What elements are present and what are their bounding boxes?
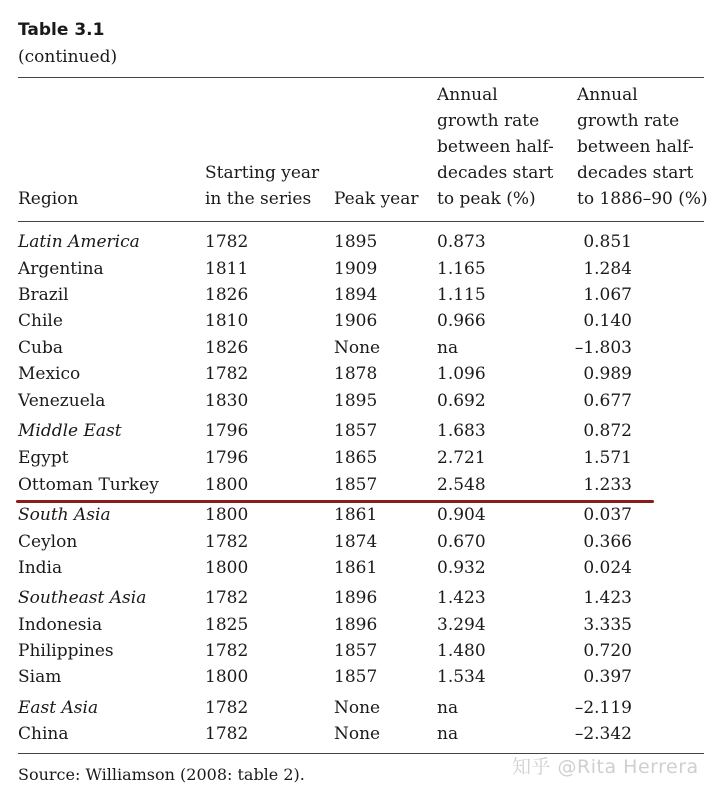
cell-starting-year: 1796 xyxy=(205,448,249,468)
header-starting-year xyxy=(205,160,319,212)
cell-growth-to-1886: 0.720 xyxy=(583,641,632,661)
cell-peak-year: 1857 xyxy=(334,475,378,495)
cell-region: Middle East xyxy=(18,421,122,441)
cell-growth-to-peak: 0.932 xyxy=(437,558,486,578)
header-line: Region xyxy=(18,189,79,209)
cell-peak-year: 1861 xyxy=(334,505,378,525)
header-peak-year xyxy=(334,186,419,212)
cell-growth-to-peak: 0.670 xyxy=(437,532,486,552)
cell-peak-year: 1906 xyxy=(334,311,378,331)
cell-growth-to-peak: 2.721 xyxy=(437,448,486,468)
cell-starting-year: 1825 xyxy=(205,615,249,635)
cell-region: Latin America xyxy=(18,232,140,252)
cell-starting-year: 1782 xyxy=(205,532,249,552)
cell-peak-year: None xyxy=(334,724,381,744)
cell-growth-to-peak: 1.165 xyxy=(437,259,486,279)
cell-starting-year: 1810 xyxy=(205,311,249,331)
cell-growth-to-1886: 1.423 xyxy=(583,588,632,608)
cell-starting-year: 1782 xyxy=(205,641,249,661)
header-line: between half- xyxy=(577,137,694,157)
cell-peak-year: 1878 xyxy=(334,364,378,384)
cell-growth-to-1886: 1.571 xyxy=(583,448,632,468)
cell-growth-to-peak: 0.904 xyxy=(437,505,486,525)
cell-region: Siam xyxy=(18,667,62,687)
cell-peak-year: 1909 xyxy=(334,259,378,279)
cell-growth-to-peak: na xyxy=(437,724,459,744)
cell-starting-year: 1782 xyxy=(205,724,249,744)
cell-starting-year: 1826 xyxy=(205,285,249,305)
source-note: Source: Williamson (2008: table 2). xyxy=(18,765,305,784)
header-line: decades start xyxy=(437,163,554,183)
cell-growth-to-1886: 1.233 xyxy=(583,475,632,495)
cell-region: Brazil xyxy=(18,285,69,305)
cell-growth-to-1886: 0.677 xyxy=(583,391,632,411)
cell-growth-to-1886: 0.140 xyxy=(583,311,632,331)
cell-growth-to-peak: na xyxy=(437,338,459,358)
header-growth-to-peak xyxy=(437,82,554,212)
cell-growth-to-peak: 1.115 xyxy=(437,285,486,305)
cell-peak-year: 1857 xyxy=(334,667,378,687)
header-line: Peak year xyxy=(334,189,419,209)
cell-growth-to-1886: 0.989 xyxy=(583,364,632,384)
header-line: in the series xyxy=(205,189,312,209)
cell-peak-year: 1865 xyxy=(334,448,378,468)
cell-growth-to-peak: 1.096 xyxy=(437,364,486,384)
cell-growth-to-1886: 3.335 xyxy=(583,615,632,635)
cell-growth-to-peak: 1.534 xyxy=(437,667,486,687)
cell-region: Ceylon xyxy=(18,532,78,552)
cell-starting-year: 1811 xyxy=(205,259,249,279)
cell-growth-to-1886: 0.397 xyxy=(583,667,632,687)
header-line: decades start xyxy=(577,163,694,183)
header-rule xyxy=(18,221,704,222)
cell-growth-to-1886: –2.342 xyxy=(574,724,632,744)
cell-growth-to-1886: 0.872 xyxy=(583,421,632,441)
cell-growth-to-1886: 0.851 xyxy=(583,232,632,252)
header-line: growth rate xyxy=(437,111,540,131)
cell-region: Indonesia xyxy=(18,615,103,635)
cell-growth-to-peak: 2.548 xyxy=(437,475,486,495)
annotation-underline xyxy=(16,500,654,503)
cell-region: China xyxy=(18,724,69,744)
header-growth-to-1886 xyxy=(577,82,708,212)
cell-region: Cuba xyxy=(18,338,63,358)
cell-growth-to-peak: na xyxy=(437,698,459,718)
cell-starting-year: 1782 xyxy=(205,232,249,252)
cell-growth-to-1886: 0.024 xyxy=(583,558,632,578)
watermark: 知乎 @Rita Herrera xyxy=(512,756,699,778)
cell-region: Ottoman Turkey xyxy=(18,475,159,495)
cell-growth-to-peak: 1.683 xyxy=(437,421,486,441)
cell-region: Philippines xyxy=(18,641,114,661)
cell-growth-to-1886: 1.067 xyxy=(583,285,632,305)
cell-growth-to-peak: 1.423 xyxy=(437,588,486,608)
cell-starting-year: 1782 xyxy=(205,364,249,384)
top-rule xyxy=(18,77,704,78)
cell-starting-year: 1796 xyxy=(205,421,249,441)
table-subtitle: (continued) xyxy=(18,47,118,67)
cell-starting-year: 1782 xyxy=(205,698,249,718)
cell-peak-year: 1896 xyxy=(334,588,378,608)
cell-region: India xyxy=(18,558,63,578)
table-title: Table 3.1 xyxy=(18,20,105,40)
cell-region: Chile xyxy=(18,311,63,331)
header-line: to 1886–90 (%) xyxy=(577,189,708,209)
header-line: Annual xyxy=(437,85,498,105)
cell-region: Venezuela xyxy=(18,391,106,411)
cell-region: Southeast Asia xyxy=(18,588,147,608)
cell-region: Egypt xyxy=(18,448,69,468)
cell-region: Mexico xyxy=(18,364,81,384)
cell-starting-year: 1800 xyxy=(205,558,249,578)
header-line: to peak (%) xyxy=(437,189,536,209)
cell-starting-year: 1830 xyxy=(205,391,249,411)
cell-starting-year: 1800 xyxy=(205,667,249,687)
cell-growth-to-peak: 1.480 xyxy=(437,641,486,661)
cell-peak-year: None xyxy=(334,698,381,718)
header-region xyxy=(18,186,78,212)
header-line: growth rate xyxy=(577,111,680,131)
header-line: between half- xyxy=(437,137,554,157)
cell-starting-year: 1800 xyxy=(205,475,249,495)
cell-starting-year: 1800 xyxy=(205,505,249,525)
cell-growth-to-peak: 0.873 xyxy=(437,232,486,252)
cell-peak-year: 1896 xyxy=(334,615,378,635)
cell-region: East Asia xyxy=(18,698,99,718)
cell-peak-year: 1895 xyxy=(334,391,378,411)
cell-region: Argentina xyxy=(18,259,104,279)
cell-growth-to-1886: –2.119 xyxy=(574,698,632,718)
header-line: Starting year xyxy=(205,163,320,183)
cell-peak-year: 1874 xyxy=(334,532,378,552)
cell-growth-to-1886: 0.366 xyxy=(583,532,632,552)
cell-growth-to-1886: –1.803 xyxy=(574,338,632,358)
cell-growth-to-1886: 1.284 xyxy=(583,259,632,279)
cell-peak-year: 1894 xyxy=(334,285,378,305)
cell-peak-year: 1861 xyxy=(334,558,378,578)
header-line: Annual xyxy=(577,85,638,105)
cell-peak-year: 1895 xyxy=(334,232,378,252)
cell-starting-year: 1826 xyxy=(205,338,249,358)
cell-growth-to-peak: 0.966 xyxy=(437,311,486,331)
cell-growth-to-peak: 3.294 xyxy=(437,615,486,635)
cell-region: South Asia xyxy=(18,505,111,525)
cell-starting-year: 1782 xyxy=(205,588,249,608)
cell-growth-to-peak: 0.692 xyxy=(437,391,486,411)
cell-growth-to-1886: 0.037 xyxy=(583,505,632,525)
cell-peak-year: 1857 xyxy=(334,641,378,661)
cell-peak-year: None xyxy=(334,338,381,358)
cell-peak-year: 1857 xyxy=(334,421,378,441)
